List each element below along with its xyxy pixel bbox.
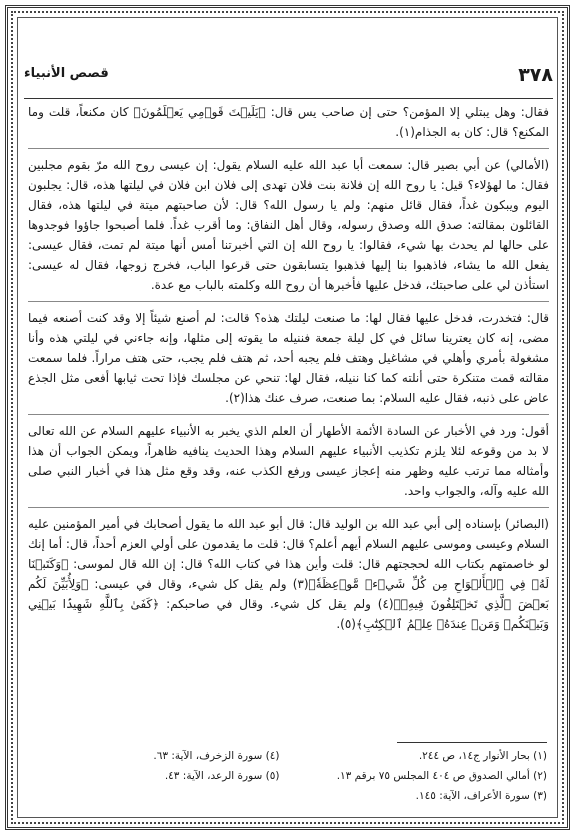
paragraph: فقال: وهل يبتلي إلا المؤمن؟ حتى إن صاحب يس قال: ﴿يَلَيۡتَ قَوۡمِي يَعۡلَمُونَ﴾ كان مكنعاً، قلت وما المكنع؟ قال: كان به الجذام(١). [28,105,549,139]
page-number: ٣٧٨ [518,64,553,86]
paragraph-divider [28,301,549,302]
running-title: قصص الأنبياء [24,66,109,81]
footnote: (٤) سورة الزخرف، الآية: ٦٣. [153,750,280,762]
paragraph: (الأمالي) عن أبي بصير قال: سمعت أبا عبد الله عليه السلام يقول: إن عيسى روح الله مرّ بقوم مجلبين فقال: ما لهؤلاء؟ قيل: يا روح الله إن فلانة بنت فلان تهدى إلى فلان ابن فلان في ليلتها هذه، قال: يجلبون اليوم ويبكون غداً، فقال قائل منهم: ولم يا رسول الله؟ قال: لأن صاحبتهم ميتة في ليلتها هذه، فقال القائلون بمقالته: صدق الله وصدق رسوله، وقال أهل النفاق: وما أقرب غداً. فلما أصبحوا جاؤوا فوجدوها على حالها لم يحدث بها شيء، فقالوا: يا روح الله إن التي أخبرتنا أمس أنها ميتة لم تمت، فقال عيسى: يفعل الله ما يشاء، فاذهبوا بنا إليها فذهبوا يتسابقون حتى قرعوا الباب، فخرج زوجها، فقال له عيسى: استأذن لي على صاحبتك، فدخل عليها فأخبرها أن روح الله وكلمته بالباب مع عدة. [28,158,549,292]
footnotes [30,748,547,808]
paragraph: قال: فتخدرت، فدخل عليها فقال لها: ما صنعت ليلتك هذه؟ قالت: لم أصنع شيئاً إلا وقد كنت أصنعه فيما مضى، إنه كان يعترينا سائل في كل ليلة جمعة فننيله ما يقوته إلى مثلها، وإنه جاءني في ليلتي هذه وأنا مشغولة بأمري وأهلي في مشاغيل وهتف فلم يجبه أحد، ثم هتف فلم يجب، حتى هتف مراراً. فلما سمعت مقالته قمت متنكرة حتى أنلته كما كنا ننيله، فقال لها: تنحي عن مجلسك فإذا تحت ثيابها أفعى مثل الجذع عاض على ذنبه، فقال عليه السلام: بما صنعت، صرف عنك هذا(٢). [28,311,549,405]
footnote: (٥) سورة الرعد، الآية: ٤٣. [164,770,280,782]
paragraph-divider [28,507,549,508]
page-header [24,64,553,99]
paragraph-divider [28,414,549,415]
footnote-divider [397,742,547,743]
footnote: (٣) سورة الأعراف، الآية: ١٤٥. [415,790,547,802]
paragraph: أقول: ورد في الأخبار عن السادة الأئمة الأطهار أن العلم الذي يخبر به الأنبياء عليهم السلام عن الله تعالى لا بد من وقوعه لئلا يلزم تكذيب الأنبياء عليهم السلام وهذا الحديث ينافيه ظاهراً، ويمكن الجواب أن هذا وأمثاله مما ترتب عليه وظهر منه إعجاز عيسى ورفع الكذب عنه، وقد وقع مثل هذا في أخبار النبي صلى الله عليه وآله، والجواب واحد. [28,424,549,498]
paragraph-divider [28,148,549,149]
paragraph: (البصائر) بإسناده إلى أبي عبد الله بن الوليد قال: قال أبو عبد الله ما يقول أصحابك في أمير المؤمنين عليه السلام وعيسى وموسى عليهم السلام أيهم أعلم؟ قال: قلت ما يقدمون على أولي العزم أحداً، قال: أما إنك لو خاصمتهم بكتاب الله لحججتهم قال: قلت وأين هذا في كتاب الله؟ قال: إن الله قال لموسى: ﴿وَكَتَبۡنَا لَهُۥ فِي ٱلۡأَلۡوَاحِ مِن كُلِّ شَيۡءٖ مَّوۡعِظَةٗ﴾(٣) ولم يقل كل شيء، وقال في عيسى: ﴿وَلِأُبَيِّنَ لَكُم بَعۡضَ ٱلَّذِي تَخۡتَلِفُونَ فِيهِۖ﴾(٤) ولم يقل كل شيء. وقال في صاحبكم: ﴿كَفَىٰ بِٱللَّهِ شَهِيدَۢا بَيۡنِي وَبَيۡنَكُمۡ وَمَنۡ عِندَهُۥ عِلۡمُ ٱلۡكِتَٰبِ﴾(٥). [28,517,549,631]
footnote: (٢) أمالي الصدوق ص ٤٠٤ المجلس ٧٥ برقم ١٣. [336,770,547,782]
footnote: (١) بحار الأنوار ج١٤، ص ٢٤٤. [418,750,547,762]
body-text [28,102,549,750]
